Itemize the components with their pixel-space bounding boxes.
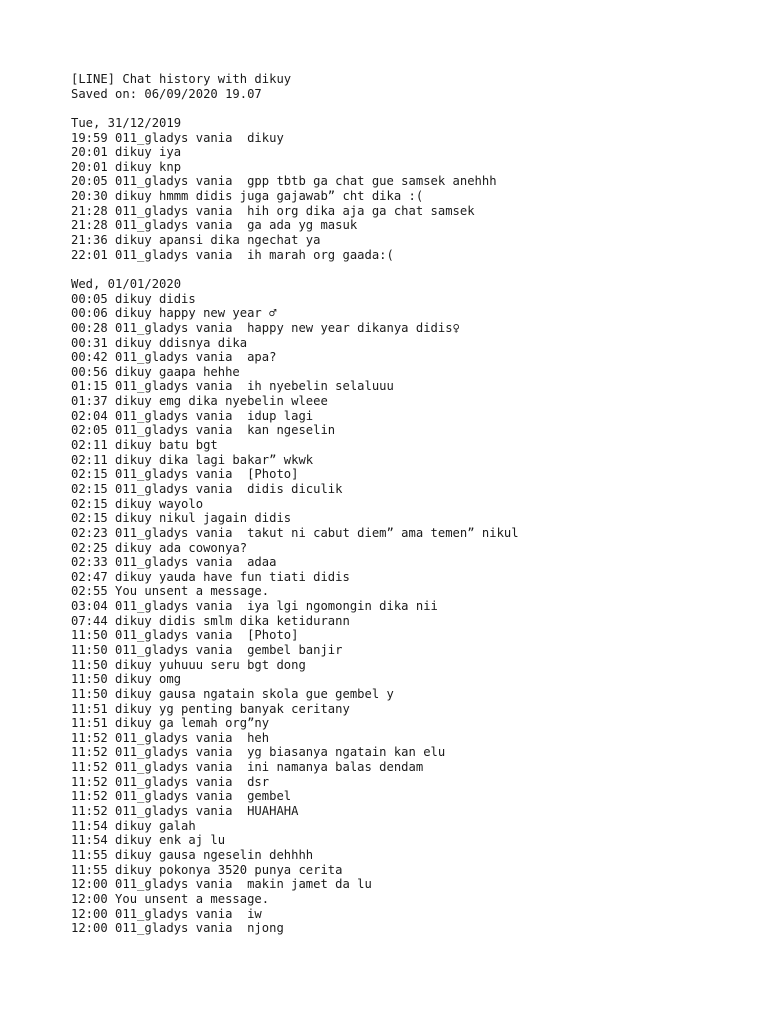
blank-line — [71, 101, 751, 116]
chat-message-line: 12:00 011_gladys vania njong — [71, 921, 284, 936]
chat-message-line: 11:50 dikuy gausa ngatain skola gue gembel y — [71, 686, 394, 701]
chat-message-line: 11:50 dikuy yuhuuu seru bgt dong — [71, 657, 306, 672]
document-title: [LINE] Chat history with dikuy — [71, 72, 292, 86]
chat-message-line: 11:50 011_gladys vania gembel banjir — [71, 642, 343, 657]
chat-message-line: 11:50 dikuy omg — [71, 672, 182, 687]
chat-message-line: 11:55 dikuy pokonya 3520 punya cerita — [71, 862, 343, 877]
day-date-header: Tue, 31/12/2019 — [71, 115, 182, 130]
chat-message-line: 01:15 011_gladys vania ih nyebelin selaluuu — [71, 379, 394, 394]
chat-message-line: 02:25 dikuy ada cowonya? — [71, 540, 248, 555]
chat-message-line: 12:00 You unsent a message. — [71, 891, 270, 906]
chat-message-line: 21:28 011_gladys vania ga ada yg masuk — [71, 218, 358, 233]
chat-message-line: 00:06 dikuy happy new year ♂ — [71, 306, 277, 321]
day-date-header: Wed, 01/01/2020 — [71, 276, 182, 291]
chat-message-line: 00:28 011_gladys vania happy new year dikanya didis♀ — [71, 320, 460, 335]
chat-message-line: 02:05 011_gladys vania kan ngeselin — [71, 423, 336, 438]
chat-message-line: 20:01 dikuy iya — [71, 145, 182, 160]
chat-message-line: 02:04 011_gladys vania idup lagi — [71, 408, 314, 423]
chat-message-line: 02:33 011_gladys vania adaa — [71, 555, 277, 570]
chat-message-line: 02:15 011_gladys vania didis diculik — [71, 481, 343, 496]
chat-message-line: 02:23 011_gladys vania takut ni cabut diem” ama temen” nikul — [71, 525, 519, 540]
chat-message-line: 11:54 dikuy enk aj lu — [71, 833, 226, 848]
chat-message-line: 00:42 011_gladys vania apa? — [71, 350, 277, 365]
chat-message-line: 11:52 011_gladys vania yg biasanya ngatain kan elu — [71, 745, 446, 760]
chat-message-line: 11:54 dikuy galah — [71, 818, 196, 833]
chat-message-line: 11:52 011_gladys vania gembel — [71, 789, 292, 804]
chat-message-line: 02:15 dikuy nikul jagain didis — [71, 511, 292, 526]
chat-message-line: 11:55 dikuy gausa ngeselin dehhhh — [71, 847, 314, 862]
saved-on-timestamp: Saved on: 06/09/2020 19.07 — [71, 86, 262, 101]
chat-message-line: 20:05 011_gladys vania gpp tbtb ga chat gue samsek anehhh — [71, 174, 497, 189]
blank-line — [71, 262, 751, 277]
chat-message-line: 02:15 011_gladys vania [Photo] — [71, 467, 299, 482]
chat-message-line: 02:15 dikuy wayolo — [71, 496, 204, 511]
chat-message-line: 20:01 dikuy knp — [71, 159, 182, 174]
chat-message-line: 20:30 dikuy hmmm didis juga gajawab” cht dika :( — [71, 189, 424, 204]
chat-message-line: 02:55 You unsent a message. — [71, 584, 270, 599]
chat-message-line: 01:37 dikuy emg dika nyebelin wleee — [71, 394, 328, 409]
chat-message-line: 19:59 011_gladys vania dikuy — [71, 130, 284, 145]
chat-message-line: 02:11 dikuy batu bgt — [71, 438, 218, 453]
chat-message-line: 07:44 dikuy didis smlm dika ketidurann — [71, 613, 350, 628]
chat-days — [71, 101, 751, 936]
chat-message-line: 11:51 dikuy ga lemah org”ny — [71, 716, 270, 731]
chat-message-line: 11:50 011_gladys vania [Photo] — [71, 628, 299, 643]
chat-message-line: 11:51 dikuy yg penting banyak ceritany — [71, 701, 350, 716]
chat-history-document — [71, 72, 751, 936]
chat-message-line: 11:52 011_gladys vania HUAHAHA — [71, 804, 299, 819]
chat-message-line: 11:52 011_gladys vania ini namanya balas dendam — [71, 760, 424, 775]
chat-message-line: 02:47 dikuy yauda have fun tiati didis — [71, 569, 350, 584]
chat-message-line: 21:36 dikuy apansi dika ngechat ya — [71, 233, 321, 248]
chat-message-line: 03:04 011_gladys vania iya lgi ngomongin dika nii — [71, 599, 438, 614]
chat-message-line: 12:00 011_gladys vania iw — [71, 906, 262, 921]
chat-message-line: 00:56 dikuy gaapa hehhe — [71, 364, 240, 379]
chat-message-line: 21:28 011_gladys vania hih org dika aja ga chat samsek — [71, 203, 475, 218]
chat-message-line: 00:31 dikuy ddisnya dika — [71, 335, 248, 350]
chat-message-line: 12:00 011_gladys vania makin jamet da lu — [71, 877, 372, 892]
chat-message-line: 00:05 dikuy didis — [71, 291, 196, 306]
chat-message-line: 11:52 011_gladys vania dsr — [71, 774, 270, 789]
chat-message-line: 02:11 dikuy dika lagi bakar” wkwk — [71, 452, 314, 467]
chat-message-line: 11:52 011_gladys vania heh — [71, 730, 270, 745]
chat-message-line: 22:01 011_gladys vania ih marah org gaada:( — [71, 247, 394, 262]
